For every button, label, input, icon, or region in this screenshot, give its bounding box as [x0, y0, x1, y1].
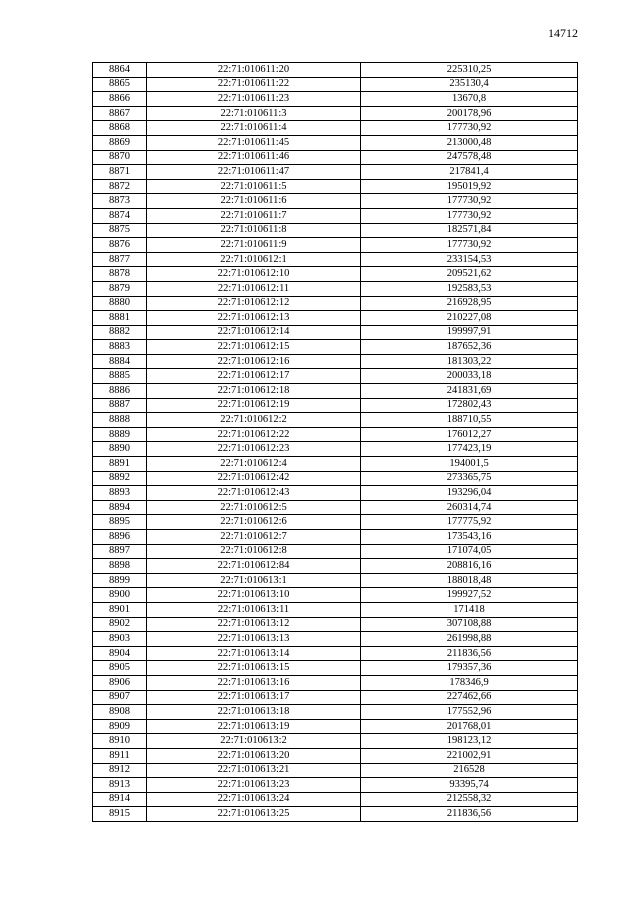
value-cell: 13670,8 — [361, 92, 578, 107]
value-cell: 261998,88 — [361, 632, 578, 647]
cadastral-number-cell: 22:71:010613:12 — [147, 617, 361, 632]
value-cell: 211836,56 — [361, 646, 578, 661]
row-number-cell: 8881 — [93, 311, 147, 326]
table-row — [93, 602, 578, 617]
cadastral-number-cell: 22:71:010612:2 — [147, 413, 361, 428]
row-number-cell: 8891 — [93, 457, 147, 472]
row-number-cell: 8892 — [93, 471, 147, 486]
value-cell: 241831,69 — [361, 384, 578, 399]
row-number-cell: 8893 — [93, 486, 147, 501]
cadastral-number-cell: 22:71:010612:42 — [147, 471, 361, 486]
table-row — [93, 208, 578, 223]
value-cell: 188710,55 — [361, 413, 578, 428]
table-row — [93, 413, 578, 428]
row-number-cell: 8902 — [93, 617, 147, 632]
table-row — [93, 646, 578, 661]
table-row — [93, 573, 578, 588]
value-cell: 179357,36 — [361, 661, 578, 676]
table-row — [93, 719, 578, 734]
row-number-cell: 8895 — [93, 515, 147, 530]
table-row — [93, 296, 578, 311]
row-number-cell: 8871 — [93, 165, 147, 180]
value-cell: 213000,48 — [361, 135, 578, 150]
table-row — [93, 675, 578, 690]
value-cell: 194001,5 — [361, 457, 578, 472]
cadastral-number-cell: 22:71:010612:5 — [147, 500, 361, 515]
table-row — [93, 705, 578, 720]
table-row — [93, 354, 578, 369]
cadastral-number-cell: 22:71:010613:19 — [147, 719, 361, 734]
table-row — [93, 179, 578, 194]
value-cell: 233154,53 — [361, 252, 578, 267]
cadastral-number-cell: 22:71:010613:14 — [147, 646, 361, 661]
cadastral-number-cell: 22:71:010611:5 — [147, 179, 361, 194]
row-number-cell: 8865 — [93, 77, 147, 92]
cadastral-number-cell: 22:71:010612:4 — [147, 457, 361, 472]
cadastral-number-cell: 22:71:010612:18 — [147, 384, 361, 399]
cadastral-number-cell: 22:71:010613:18 — [147, 705, 361, 720]
value-cell: 176012,27 — [361, 427, 578, 442]
page-number: 14712 — [548, 26, 578, 40]
cadastral-number-cell: 22:71:010611:4 — [147, 121, 361, 136]
table-row — [93, 457, 578, 472]
cadastral-number-cell: 22:71:010612:17 — [147, 369, 361, 384]
table-row — [93, 690, 578, 705]
cadastral-number-cell: 22:71:010613:16 — [147, 675, 361, 690]
row-number-cell: 8873 — [93, 194, 147, 209]
value-cell: 273365,75 — [361, 471, 578, 486]
row-number-cell: 8877 — [93, 252, 147, 267]
table-row — [93, 267, 578, 282]
row-number-cell: 8901 — [93, 602, 147, 617]
table-row — [93, 588, 578, 603]
cadastral-number-cell: 22:71:010612:22 — [147, 427, 361, 442]
value-cell: 227462,66 — [361, 690, 578, 705]
cadastral-number-cell: 22:71:010611:8 — [147, 223, 361, 238]
table-row — [93, 544, 578, 559]
value-cell: 193296,04 — [361, 486, 578, 501]
row-number-cell: 8906 — [93, 675, 147, 690]
row-number-cell: 8897 — [93, 544, 147, 559]
value-cell: 93395,74 — [361, 778, 578, 793]
row-number-cell: 8913 — [93, 778, 147, 793]
cadastral-number-cell: 22:71:010611:20 — [147, 63, 361, 78]
row-number-cell: 8872 — [93, 179, 147, 194]
value-cell: 178346,9 — [361, 675, 578, 690]
value-cell: 177423,19 — [361, 442, 578, 457]
cadastral-number-cell: 22:71:010611:22 — [147, 77, 361, 92]
table-row — [93, 748, 578, 763]
table-row — [93, 150, 578, 165]
table-row — [93, 763, 578, 778]
row-number-cell: 8899 — [93, 573, 147, 588]
value-cell: 172802,43 — [361, 398, 578, 413]
row-number-cell: 8884 — [93, 354, 147, 369]
cadastral-number-cell: 22:71:010611:46 — [147, 150, 361, 165]
table-body — [93, 63, 578, 822]
cadastral-number-cell: 22:71:010613:1 — [147, 573, 361, 588]
table-row — [93, 807, 578, 822]
row-number-cell: 8866 — [93, 92, 147, 107]
table-row — [93, 121, 578, 136]
cadastral-number-cell: 22:71:010613:15 — [147, 661, 361, 676]
value-cell: 216528 — [361, 763, 578, 778]
row-number-cell: 8904 — [93, 646, 147, 661]
value-cell: 187652,36 — [361, 340, 578, 355]
cadastral-number-cell: 22:71:010612:14 — [147, 325, 361, 340]
row-number-cell: 8900 — [93, 588, 147, 603]
table-row — [93, 223, 578, 238]
table-row — [93, 325, 578, 340]
value-cell: 192583,53 — [361, 281, 578, 296]
table-row — [93, 632, 578, 647]
cadastral-number-cell: 22:71:010613:25 — [147, 807, 361, 822]
cadastral-number-cell: 22:71:010611:6 — [147, 194, 361, 209]
row-number-cell: 8914 — [93, 792, 147, 807]
cadastral-number-cell: 22:71:010612:8 — [147, 544, 361, 559]
table-row — [93, 661, 578, 676]
row-number-cell: 8912 — [93, 763, 147, 778]
table-row — [93, 530, 578, 545]
table-row — [93, 427, 578, 442]
row-number-cell: 8910 — [93, 734, 147, 749]
table-row — [93, 734, 578, 749]
cadastral-number-cell: 22:71:010612:19 — [147, 398, 361, 413]
value-cell: 199997,91 — [361, 325, 578, 340]
table-row — [93, 63, 578, 78]
row-number-cell: 8867 — [93, 106, 147, 121]
cadastral-number-cell: 22:71:010612:13 — [147, 311, 361, 326]
cadastral-number-cell: 22:71:010613:2 — [147, 734, 361, 749]
value-cell: 173543,16 — [361, 530, 578, 545]
table-row — [93, 792, 578, 807]
table-row — [93, 106, 578, 121]
cadastral-number-cell: 22:71:010613:23 — [147, 778, 361, 793]
value-cell: 200033,18 — [361, 369, 578, 384]
value-cell: 225310,25 — [361, 63, 578, 78]
value-cell: 177730,92 — [361, 208, 578, 223]
value-cell: 188018,48 — [361, 573, 578, 588]
value-cell: 177730,92 — [361, 121, 578, 136]
table-row — [93, 281, 578, 296]
value-cell: 195019,92 — [361, 179, 578, 194]
value-cell: 221002,91 — [361, 748, 578, 763]
value-cell: 247578,48 — [361, 150, 578, 165]
table-row — [93, 340, 578, 355]
value-cell: 177730,92 — [361, 238, 578, 253]
value-cell: 307108,88 — [361, 617, 578, 632]
value-cell: 260314,74 — [361, 500, 578, 515]
cadastral-number-cell: 22:71:010612:6 — [147, 515, 361, 530]
table-row — [93, 617, 578, 632]
row-number-cell: 8883 — [93, 340, 147, 355]
table-row — [93, 559, 578, 574]
row-number-cell: 8888 — [93, 413, 147, 428]
table-row — [93, 135, 578, 150]
value-cell: 171418 — [361, 602, 578, 617]
value-cell: 235130,4 — [361, 77, 578, 92]
cadastral-number-cell: 22:71:010611:45 — [147, 135, 361, 150]
cadastral-number-cell: 22:71:010612:16 — [147, 354, 361, 369]
row-number-cell: 8875 — [93, 223, 147, 238]
cadastral-number-cell: 22:71:010612:10 — [147, 267, 361, 282]
value-cell: 208816,16 — [361, 559, 578, 574]
cadastral-number-cell: 22:71:010612:7 — [147, 530, 361, 545]
row-number-cell: 8903 — [93, 632, 147, 647]
cadastral-number-cell: 22:71:010611:47 — [147, 165, 361, 180]
cadastral-number-cell: 22:71:010612:12 — [147, 296, 361, 311]
value-cell: 198123,12 — [361, 734, 578, 749]
value-cell: 217841,4 — [361, 165, 578, 180]
cadastral-value-table — [92, 62, 578, 822]
table-row — [93, 778, 578, 793]
row-number-cell: 8885 — [93, 369, 147, 384]
value-cell: 177552,96 — [361, 705, 578, 720]
row-number-cell: 8911 — [93, 748, 147, 763]
table-row — [93, 471, 578, 486]
table-row — [93, 252, 578, 267]
row-number-cell: 8869 — [93, 135, 147, 150]
row-number-cell: 8887 — [93, 398, 147, 413]
row-number-cell: 8907 — [93, 690, 147, 705]
table-row — [93, 515, 578, 530]
row-number-cell: 8889 — [93, 427, 147, 442]
table-row — [93, 384, 578, 399]
cadastral-number-cell: 22:71:010613:10 — [147, 588, 361, 603]
cadastral-number-cell: 22:71:010612:11 — [147, 281, 361, 296]
row-number-cell: 8880 — [93, 296, 147, 311]
value-cell: 177730,92 — [361, 194, 578, 209]
table-row — [93, 92, 578, 107]
value-cell: 182571,84 — [361, 223, 578, 238]
value-cell: 200178,96 — [361, 106, 578, 121]
value-cell: 212558,32 — [361, 792, 578, 807]
row-number-cell: 8870 — [93, 150, 147, 165]
table-row — [93, 500, 578, 515]
value-cell: 211836,56 — [361, 807, 578, 822]
cadastral-number-cell: 22:71:010613:20 — [147, 748, 361, 763]
table-row — [93, 311, 578, 326]
row-number-cell: 8896 — [93, 530, 147, 545]
row-number-cell: 8868 — [93, 121, 147, 136]
row-number-cell: 8894 — [93, 500, 147, 515]
row-number-cell: 8915 — [93, 807, 147, 822]
table-row — [93, 194, 578, 209]
row-number-cell: 8908 — [93, 705, 147, 720]
row-number-cell: 8890 — [93, 442, 147, 457]
cadastral-number-cell: 22:71:010612:15 — [147, 340, 361, 355]
cadastral-number-cell: 22:71:010611:7 — [147, 208, 361, 223]
row-number-cell: 8909 — [93, 719, 147, 734]
cadastral-number-cell: 22:71:010613:21 — [147, 763, 361, 778]
table-row — [93, 486, 578, 501]
cadastral-number-cell: 22:71:010612:1 — [147, 252, 361, 267]
table-row — [93, 369, 578, 384]
cadastral-number-cell: 22:71:010612:84 — [147, 559, 361, 574]
value-cell: 199927,52 — [361, 588, 578, 603]
value-cell: 216928,95 — [361, 296, 578, 311]
cadastral-number-cell: 22:71:010612:23 — [147, 442, 361, 457]
table-row — [93, 398, 578, 413]
cadastral-number-cell: 22:71:010613:24 — [147, 792, 361, 807]
value-cell: 171074,05 — [361, 544, 578, 559]
table-row — [93, 442, 578, 457]
cadastral-number-cell: 22:71:010611:23 — [147, 92, 361, 107]
row-number-cell: 8905 — [93, 661, 147, 676]
cadastral-number-cell: 22:71:010613:13 — [147, 632, 361, 647]
row-number-cell: 8879 — [93, 281, 147, 296]
table-row — [93, 77, 578, 92]
value-cell: 181303,22 — [361, 354, 578, 369]
row-number-cell: 8878 — [93, 267, 147, 282]
value-cell: 209521,62 — [361, 267, 578, 282]
cadastral-number-cell: 22:71:010613:11 — [147, 602, 361, 617]
cadastral-number-cell: 22:71:010611:3 — [147, 106, 361, 121]
table-row — [93, 238, 578, 253]
row-number-cell: 8898 — [93, 559, 147, 574]
value-cell: 177775,92 — [361, 515, 578, 530]
row-number-cell: 8876 — [93, 238, 147, 253]
value-cell: 210227,08 — [361, 311, 578, 326]
cadastral-number-cell: 22:71:010611:9 — [147, 238, 361, 253]
value-cell: 201768,01 — [361, 719, 578, 734]
table-row — [93, 165, 578, 180]
row-number-cell: 8864 — [93, 63, 147, 78]
row-number-cell: 8874 — [93, 208, 147, 223]
row-number-cell: 8882 — [93, 325, 147, 340]
cadastral-number-cell: 22:71:010612:43 — [147, 486, 361, 501]
row-number-cell: 8886 — [93, 384, 147, 399]
cadastral-number-cell: 22:71:010613:17 — [147, 690, 361, 705]
